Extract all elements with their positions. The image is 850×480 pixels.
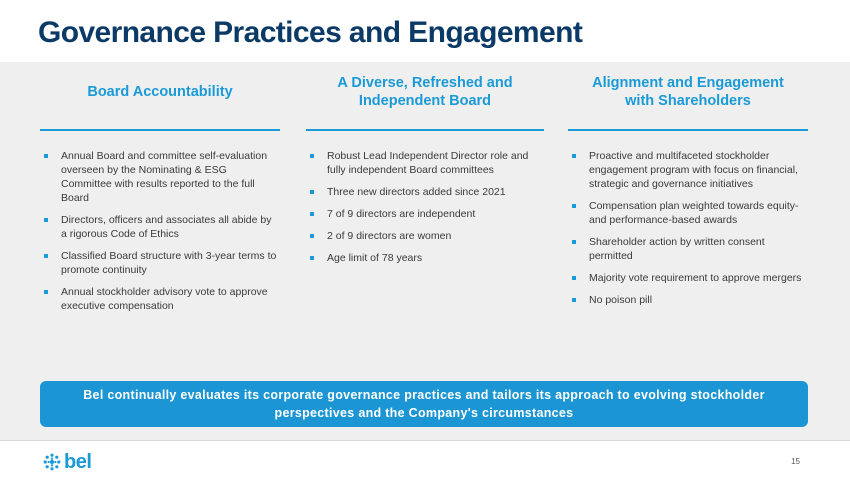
list-item: 7 of 9 directors are independent <box>306 207 544 221</box>
list-item: Directors, officers and associates all abide by a rigorous Code of Ethics <box>40 213 280 241</box>
column-divider <box>568 129 808 131</box>
list-item: Annual stockholder advisory vote to approve executive compensation <box>40 285 280 313</box>
bullet-list <box>306 149 544 265</box>
bullet-square-icon <box>44 254 48 258</box>
column-heading <box>40 62 280 122</box>
column-divider <box>40 129 280 131</box>
bullet-list <box>568 149 808 307</box>
logo-wordmark: bel <box>64 451 92 473</box>
bel-logo-icon <box>42 452 62 472</box>
callout-text-line: Bel continually evaluates its corporate governance practices and tailors its approach to evolving stockholder <box>83 388 765 402</box>
bullet-square-icon <box>310 212 314 216</box>
list-item: Annual Board and committee self-evaluation overseen by the Nominating & ESG Committee with results reported to the full Board <box>40 149 280 205</box>
list-item: No poison pill <box>568 293 808 307</box>
list-item: Shareholder action by written consent permitted <box>568 235 808 263</box>
company-logo <box>42 452 91 472</box>
column-board-accountability <box>40 62 280 321</box>
page-title: Governance Practices and Engagement <box>38 16 583 49</box>
bullet-square-icon <box>310 190 314 194</box>
bullet-square-icon <box>310 154 314 158</box>
column-diverse-board <box>306 62 544 273</box>
bullet-square-icon <box>572 154 576 158</box>
bullet-square-icon <box>310 256 314 260</box>
callout-text-line: perspectives and the Company's circumstances <box>274 406 574 420</box>
column-heading-line: with Shareholders <box>625 93 751 109</box>
bullet-square-icon <box>310 234 314 238</box>
bullet-square-icon <box>572 240 576 244</box>
column-heading <box>306 62 544 122</box>
bullet-square-icon <box>44 154 48 158</box>
bullet-square-icon <box>572 276 576 280</box>
list-item: Age limit of 78 years <box>306 251 544 265</box>
list-item: 2 of 9 directors are women <box>306 229 544 243</box>
column-heading <box>568 62 808 122</box>
callout-banner <box>40 381 808 427</box>
footer-divider <box>0 440 850 441</box>
bullet-square-icon <box>44 290 48 294</box>
list-item: Compensation plan weighted towards equity-and performance-based awards <box>568 199 808 227</box>
list-item: Proactive and multifaceted stockholder engagement program with focus on financial, strategic and governance initiatives <box>568 149 808 191</box>
column-heading-line: Board Accountability <box>87 84 233 100</box>
list-item: Three new directors added since 2021 <box>306 185 544 199</box>
column-shareholder-engagement <box>568 62 808 315</box>
bullet-square-icon <box>572 204 576 208</box>
bullet-square-icon <box>44 218 48 222</box>
column-heading-line: A Diverse, Refreshed and <box>337 75 513 91</box>
column-heading-line: Independent Board <box>358 93 492 109</box>
page-number: 15 <box>791 457 800 466</box>
bullet-square-icon <box>572 298 576 302</box>
list-item: Robust Lead Independent Director role and fully independent Board committees <box>306 149 544 177</box>
list-item: Classified Board structure with 3-year terms to promote continuity <box>40 249 280 277</box>
column-heading-line: Alignment and Engagement <box>592 75 784 91</box>
list-item: Majority vote requirement to approve mergers <box>568 271 808 285</box>
column-divider <box>306 129 544 131</box>
bullet-list <box>40 149 280 313</box>
